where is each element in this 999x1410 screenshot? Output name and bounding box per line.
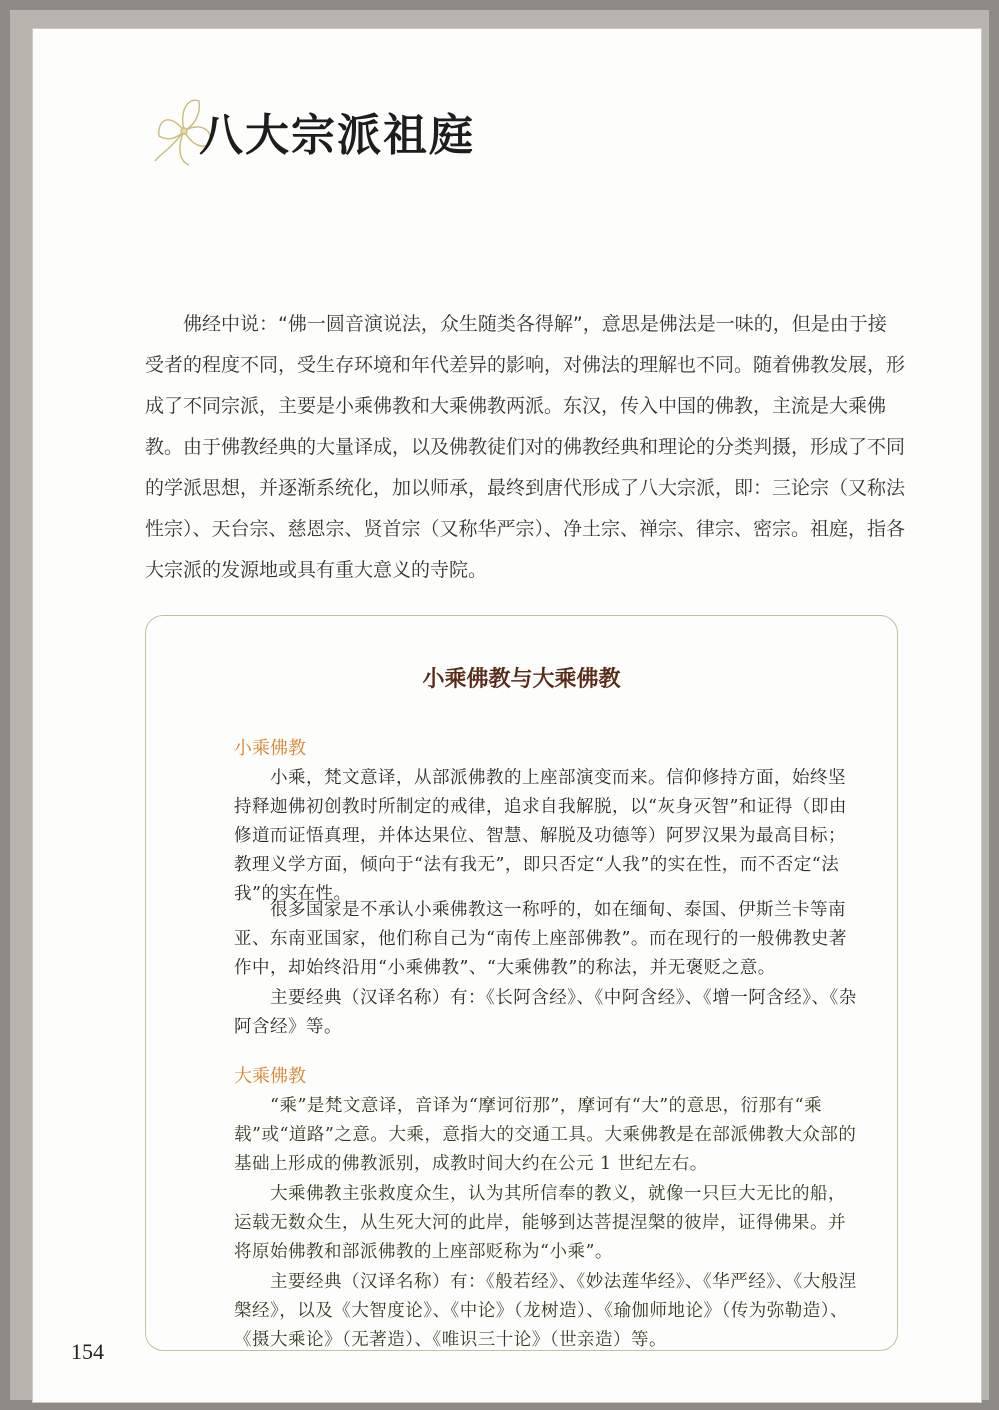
- page-frame: [10, 10, 989, 1400]
- mahayana-heading: 大乘佛教: [234, 1066, 306, 1087]
- mahayana-paragraph-1: “乘”是梵文意译，音译为“摩诃衍那”，摩诃有“大”的意思，衍那有“乘载”或“道路”之意。大乘，意指大的交通工具。大乘佛教是在部派佛教大众部的基础上形成的佛教派别，成教时间大约在公元 1 世纪左右。: [234, 1095, 857, 1174]
- hinayana-paragraph-2: 很多国家是不承认小乘佛教这一称呼的，如在缅甸、泰国、伊斯兰卡等南亚、东南亚国家，他们称自己为“南传上座部佛教”。而在现行的一般佛教史著作中，却始终沿用“小乘佛教”、“大乘佛教”的称法，并无褒贬之意。: [234, 899, 847, 978]
- hinayana-paragraph-3: 主要经典（汉译名称）有：《长阿含经》、《中阿含经》、《增一阿含经》、《杂阿含经》等。: [234, 987, 857, 1037]
- mahayana-paragraph-3: 主要经典（汉译名称）有：《般若经》、《妙法莲华经》、《华严经》、《大般涅槃经》，以及《大智度论》、《中论》（龙树造）、《瑜伽师地论》（传为弥勒造）、《摄大乘论》（无著造）、《唯识三十论》（世亲造）等。: [234, 1271, 857, 1350]
- hinayana-heading: 小乘佛教: [234, 738, 306, 759]
- mahayana-paragraph-2: 大乘佛教主张救度众生，认为其所信奉的教义，就像一只巨大无比的船，运载无数众生，从生死大河的此岸，能够到达菩提涅槃的彼岸，证得佛果。并将原始佛教和部派佛教的上座部贬称为“小乘”。: [234, 1183, 846, 1262]
- info-box: [145, 615, 898, 1351]
- intro-paragraph: 佛经中说：“佛一圆音演说法，众生随类各得解”，意思是佛法是一味的，但是由于接受者的程度不同，受生存环境和年代差异的影响，对佛法的理解也不同。随着佛教发展，形成了不同宗派，主要是小乘佛教和大乘佛教两派。东汉，传入中国的佛教，主流是大乘佛教。由于佛教经典的大量译成，以及佛教徒们对的佛教经典和理论的分类判摄，形成了不同的学派思想，并逐渐系统化，加以师承，最终到唐代形成了八大宗派，即：三论宗（又称法性宗）、天台宗、慈恩宗、贤首宗（又称华严宗）、净土宗、禅宗、律宗、密宗。祖庭，指各大宗派的发源地或具有重大意义的寺院。: [145, 313, 906, 581]
- box-title: 小乘佛教与大乘佛教: [422, 666, 621, 692]
- page-number: 154: [71, 1339, 104, 1364]
- book-page: [32, 28, 982, 1403]
- hinayana-paragraph-1: 小乘，梵文意译，从部派佛教的上座部演变而来。信仰修持方面，始终坚持释迦佛初创教时所制定的戒律，追求自我解脱，以“灰身灭智”和证得（即由修道而证悟真理，并体达果位、智慧、解脱及功德等）阿罗汉果为最高目标；教理义学方面，倾向于“法有我无”，即只否定“人我”的实在性，而不否定“法我”的实在性。: [234, 767, 847, 904]
- page-title: 八大宗派祖庭: [199, 110, 475, 161]
